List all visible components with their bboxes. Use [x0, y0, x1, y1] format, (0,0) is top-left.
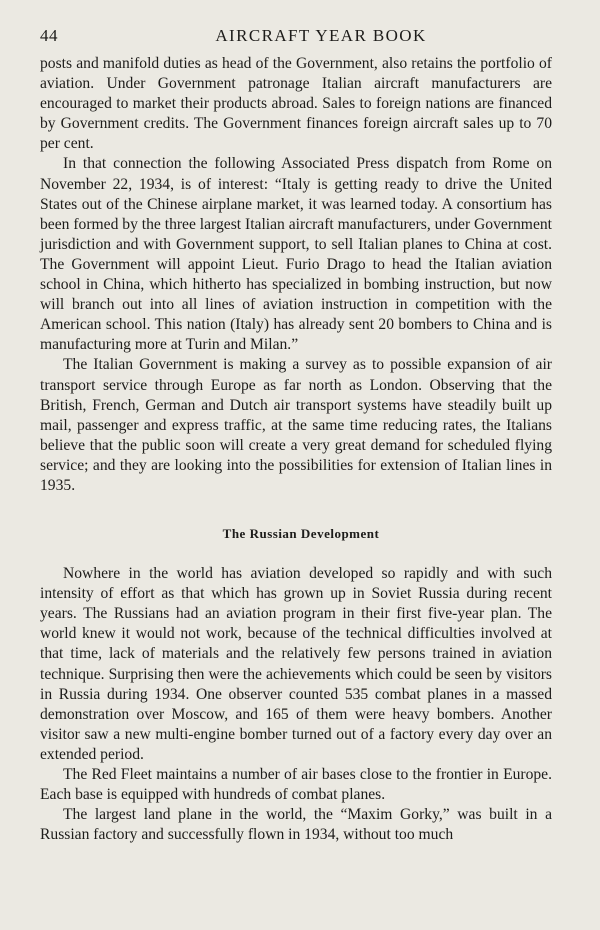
paragraph: In that connection the following Associated Press dispatch from Rome on November 22, 1934, is of interest: “Italy is getting ready to drive the United States out of the Chinese airplane market, it was learned today. A consortium has been formed by the three largest Italian aircraft manufacturers, under Government jurisdiction and with Government support, to sell Italian planes to China at cost. The Government will appoint Lieut. Furio Drago to head the Italian aviation school in China, which hitherto has specialized in bombing instruction, but now will branch out into all lines of aviation instruction in competition with the American school. This nation (Italy) has already sent 20 bombers to China and is manufacturing more at Turin and Milan.”: [40, 155, 552, 354]
book-title: AIRCRAFT YEAR BOOK: [215, 26, 427, 45]
paragraph: The largest land plane in the world, the “Maxim Gorky,” was built in a Russian factory and successfully flown in 1934, without too much: [40, 806, 552, 844]
paragraph: The Red Fleet maintains a number of air bases close to the frontier in Europe. Each base is equipped with hundreds of combat planes.: [40, 766, 552, 804]
body-text: [40, 54, 552, 845]
paragraph: Nowhere in the world has aviation developed so rapidly and with such intensity of effort as that which has grown up in Soviet Russia during recent years. The Russians had an aviation program in their first five-year plan. The world knew it would not work, because of the technical difficulties involved at that time, lack of materials and the relatively few persons trained in aviation technique. Surprising then were the achievements which could be seen by visitors in Russia during 1934. One observer counted 535 combat planes in a massed demonstration over Moscow, and 165 of them were heavy bombers. Another visitor saw a new multi-engine bomber turned out of a factory every day over an extended period.: [40, 565, 552, 763]
running-head: [40, 26, 552, 54]
page-number: 44: [40, 26, 58, 45]
paragraph: posts and manifold duties as head of the Government, also retains the portfolio of aviation. Under Government patronage Italian aircraft manufacturers are encouraged to market their products abroad. Sales to foreign nations are financed by Government credits. The Government finances foreign aircraft sales up to 70 per cent.: [40, 55, 552, 153]
paragraph: The Italian Government is making a survey as to possible expansion of air transport service through Europe as far north as London. Observing that the British, French, German and Dutch air transport systems have steadily built up mail, passenger and express traffic, at the same time reducing rates, the Italians believe that the public soon will create a very great demand for scheduled flying service; and they are looking into the possibilities for extension of Italian lines in 1935.: [40, 356, 552, 494]
section-heading: The Russian Development: [222, 526, 380, 542]
